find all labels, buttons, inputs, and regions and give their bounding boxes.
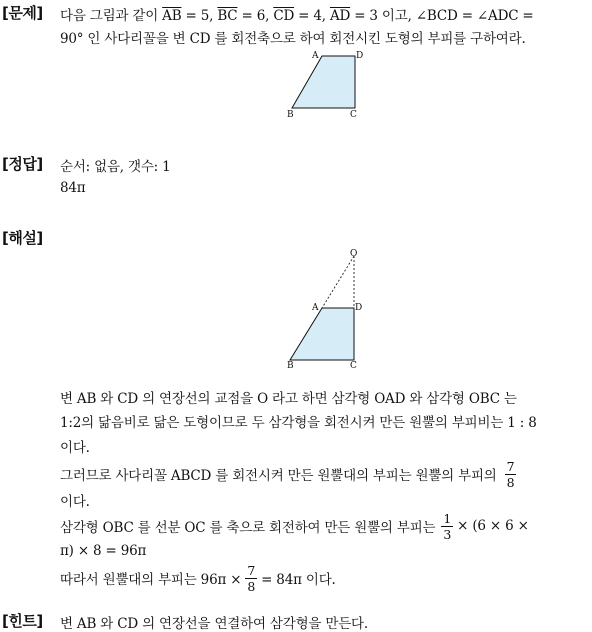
fraction-numerator: 1 bbox=[443, 510, 452, 526]
solution-p1-line-3: 이다. bbox=[60, 440, 90, 456]
solution-p4-line bbox=[60, 558, 336, 598]
fraction-numerator: 7 bbox=[247, 562, 256, 578]
problem-line-1 bbox=[60, 4, 534, 24]
segment-ab: $\overline{AB}$ bbox=[162, 8, 182, 24]
label-b: B bbox=[287, 110, 294, 120]
solution-tag: [해설] bbox=[2, 229, 43, 247]
solution-text: = 84π 이다. bbox=[261, 572, 336, 588]
problem-text: = 3 이고, ∠BCD = ∠ADC = bbox=[350, 8, 534, 24]
fraction-denominator: 8 bbox=[506, 474, 515, 490]
dashed-extension bbox=[322, 256, 354, 308]
solution-text: × (6 × 6 × bbox=[457, 518, 529, 534]
solution-text: 그러므로 사다리꼴 ABCD 를 회전시켜 만든 원뿔대의 부피는 원뿔의 부피의 bbox=[60, 468, 497, 484]
solution-p1-line-2: 1:2의 닮음비로 닮은 도형이므로 두 삼각형을 회전시켜 만든 원뿔의 부피비는 1 : 8 bbox=[60, 415, 537, 431]
solution-p3-line-2: π) × 8 = 96π bbox=[60, 543, 147, 559]
fraction-denominator: 8 bbox=[247, 578, 256, 594]
label-b: B bbox=[287, 361, 294, 371]
fraction-7-8 bbox=[245, 563, 257, 594]
solution-p2-line-2: 이다. bbox=[60, 494, 90, 510]
cone-figure bbox=[280, 244, 370, 372]
label-o: O bbox=[350, 249, 358, 259]
label-c: C bbox=[350, 361, 357, 371]
segment-bc: $\overline{BC}$ bbox=[217, 8, 238, 24]
hint-tag: [힌트] bbox=[2, 612, 43, 630]
label-d: D bbox=[355, 303, 363, 313]
solution-p3-line-1 bbox=[60, 506, 529, 546]
hint-line: 변 AB 와 CD 의 연장선을 연결하여 삼각형을 만든다. bbox=[60, 616, 368, 632]
fraction-1-3 bbox=[441, 511, 453, 542]
label-a: A bbox=[312, 303, 319, 313]
answer-tag: [정답] bbox=[2, 155, 43, 173]
label-c: C bbox=[350, 110, 357, 120]
solution-text: 삼각형 OBC 를 선분 OC 를 축으로 회전하여 만든 원뿔의 부피는 bbox=[60, 520, 436, 536]
solution-p2-line-1 bbox=[60, 454, 518, 494]
problem-text: = 6, bbox=[237, 8, 274, 24]
trapezoid-shape bbox=[290, 308, 354, 360]
segment-cd: $\overline{CD}$ bbox=[273, 8, 295, 24]
problem-text: = 4, bbox=[294, 8, 330, 24]
fraction-numerator: 7 bbox=[506, 458, 515, 474]
label-a: A bbox=[312, 51, 319, 61]
fraction-7-8 bbox=[505, 459, 517, 490]
problem-tag: [문제] bbox=[2, 4, 43, 22]
answer-value: 84π bbox=[60, 180, 86, 196]
trapezoid-figure bbox=[280, 48, 370, 120]
label-d: D bbox=[356, 51, 364, 61]
problem-line-2: 90° 인 사다리꼴을 변 CD 를 회전축으로 하여 회전시킨 도형의 부피를 구하여라. bbox=[60, 31, 526, 47]
problem-text: = 5, bbox=[181, 8, 218, 24]
answer-line-1: 순서: 없음, 갯수: 1 bbox=[60, 159, 171, 175]
solution-p1-line-1: 변 AB 와 CD 의 연장선의 교점을 O 라고 하면 삼각형 OAD 와 삼각형 OBC 는 bbox=[60, 391, 517, 407]
fraction-denominator: 3 bbox=[443, 526, 452, 542]
problem-text: 다음 그림과 같이 bbox=[60, 8, 163, 24]
segment-ad: $\overline{AD}$ bbox=[329, 8, 351, 24]
solution-text: 따라서 원뿔대의 부피는 96π × bbox=[60, 572, 242, 588]
trapezoid-shape bbox=[292, 56, 355, 108]
